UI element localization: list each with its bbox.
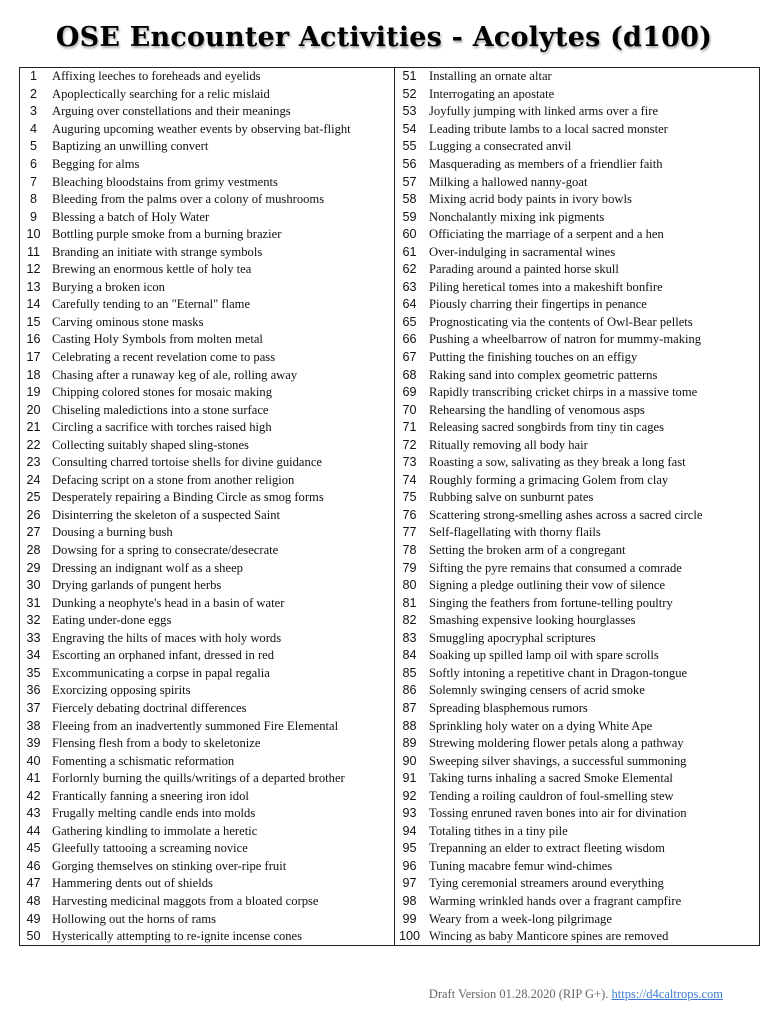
entry-number: 98 — [395, 893, 425, 911]
entry-text: Self-flagellating with thorny flails — [429, 525, 601, 540]
entry-text: Collecting suitably shaped sling-stones — [52, 437, 249, 452]
entry-number: 27 — [26, 525, 41, 540]
entry-number: 4 — [29, 121, 37, 136]
entry-text: Chasing after a runaway keg of ale, rolling away — [52, 367, 298, 382]
table-row — [20, 279, 760, 297]
entry-number: 80 — [395, 577, 425, 595]
entry-number: 8 — [29, 192, 37, 207]
entry-text: Defacing script on a stone from another religion — [52, 472, 295, 487]
entry-number: 87 — [395, 700, 425, 718]
entry-number: 64 — [395, 296, 425, 314]
entry-number: 57 — [395, 173, 425, 191]
entry-number: 60 — [395, 226, 425, 244]
entry-number: 11 — [26, 244, 41, 259]
entry-text: Warming wrinkled hands over a fragrant campfire — [429, 893, 682, 908]
table-row — [20, 419, 760, 437]
table-row — [20, 103, 760, 121]
entry-number: 36 — [26, 683, 41, 698]
table-row — [20, 875, 760, 893]
table-row — [20, 858, 760, 876]
entry-number: 75 — [395, 489, 425, 507]
entry-number: 71 — [395, 419, 425, 437]
table-row — [20, 910, 760, 928]
entry-number: 82 — [395, 612, 425, 630]
table-row — [20, 735, 760, 753]
table-row — [20, 472, 760, 490]
entry-number: 45 — [26, 841, 41, 856]
entry-text: Over-indulging in sacramental wines — [429, 244, 616, 259]
table-row — [20, 665, 760, 683]
table-row — [20, 173, 760, 191]
table-row — [20, 156, 760, 174]
entry-text: Carving ominous stone masks — [52, 314, 204, 329]
entry-text: Tossing enruned raven bones into air for divination — [429, 806, 687, 821]
entry-text: Sifting the pyre remains that consumed a comrade — [429, 560, 682, 575]
entry-text: Ritually removing all body hair — [429, 437, 588, 452]
entry-text: Piously charring their fingertips in penance — [429, 297, 647, 312]
entry-text: Exorcizing opposing spirits — [52, 683, 191, 698]
entry-number: 58 — [395, 191, 425, 209]
entry-number: 81 — [395, 594, 425, 612]
table-row — [20, 349, 760, 367]
entry-number: 20 — [26, 402, 41, 417]
entry-text: Engraving the hilts of maces with holy words — [52, 630, 282, 645]
entry-text: Interrogating an apostate — [429, 86, 555, 101]
entry-text: Leading tribute lambs to a local sacred monster — [429, 121, 668, 136]
entry-text: Dowsing for a spring to consecrate/desecrate — [52, 543, 279, 558]
table-row — [20, 700, 760, 718]
entry-text: Hysterically attempting to re-ignite incense cones — [52, 929, 303, 944]
entry-number: 59 — [395, 208, 425, 226]
entry-number: 90 — [395, 752, 425, 770]
table-row — [20, 524, 760, 542]
entry-number: 13 — [26, 279, 41, 294]
entry-number: 2 — [29, 86, 37, 101]
entry-text: Scattering strong-smelling ashes across a sacred circle — [429, 507, 703, 522]
entry-number: 73 — [395, 454, 425, 472]
entry-text: Bottling purple smoke from a burning brazier — [52, 227, 282, 242]
entry-number: 28 — [26, 543, 41, 558]
footer-link[interactable]: https://d4caltrops.com — [611, 987, 723, 1001]
entry-text: Celebrating a recent revelation come to pass — [52, 350, 276, 365]
table-row — [20, 261, 760, 279]
entry-text: Rapidly transcribing cricket chirps in a massive tome — [429, 385, 698, 400]
entry-text: Chiseling maledictions into a stone surface — [52, 402, 269, 417]
table-row — [20, 191, 760, 209]
entry-number: 18 — [26, 367, 41, 382]
table-row — [20, 226, 760, 244]
table-row — [20, 787, 760, 805]
entry-number: 10 — [26, 227, 41, 242]
entry-text: Mixing acrid body paints in ivory bowls — [429, 192, 632, 207]
entry-number: 40 — [26, 753, 41, 768]
entry-number: 48 — [26, 893, 41, 908]
entry-text: Singing the feathers from fortune-telling poultry — [429, 595, 673, 610]
entry-number: 69 — [395, 384, 425, 402]
entry-number: 35 — [26, 665, 41, 680]
entry-text: Roasting a sow, salivating as they break a long fast — [429, 455, 686, 470]
entry-text: Totaling tithes in a tiny pile — [429, 823, 568, 838]
entry-number: 79 — [395, 559, 425, 577]
entry-number: 43 — [26, 806, 41, 821]
entry-text: Soaking up spilled lamp oil with spare scrolls — [429, 648, 659, 663]
entry-text: Softly intoning a repetitive chant in Dragon-tongue — [429, 665, 688, 680]
table-row — [20, 577, 760, 595]
entry-number: 52 — [395, 86, 425, 104]
entry-text: Bleaching bloodstains from grimy vestments — [52, 174, 278, 189]
entry-text: Fiercely debating doctrinal differences — [52, 700, 247, 715]
entry-number: 92 — [395, 787, 425, 805]
entry-text: Arguing over constellations and their meanings — [52, 104, 291, 119]
entry-text: Signing a pledge outlining their vow of silence — [429, 578, 666, 593]
entry-text: Prognosticating via the contents of Owl-Bear pellets — [429, 314, 693, 329]
entry-number: 39 — [26, 736, 41, 751]
entry-text: Fomenting a schismatic reformation — [52, 753, 235, 768]
entry-text: Spreading blasphemous rumors — [429, 700, 588, 715]
entry-text: Smashing expensive looking hourglasses — [429, 613, 636, 628]
table-row — [20, 612, 760, 630]
entry-text: Putting the finishing touches on an effigy — [429, 350, 638, 365]
entry-text: Fleeing from an inadvertently summoned Fire Elemental — [52, 718, 339, 733]
table-row — [20, 682, 760, 700]
table-row — [20, 770, 760, 788]
entry-number: 66 — [395, 331, 425, 349]
entry-number: 44 — [26, 823, 41, 838]
entry-text: Officiating the marriage of a serpent and a hen — [429, 227, 664, 242]
footer-version-text: Draft Version 01.28.2020 (RIP G+). — [428, 987, 612, 1001]
entry-number: 84 — [395, 647, 425, 665]
entry-text: Hammering dents out of shields — [52, 876, 213, 891]
entry-number: 22 — [26, 437, 41, 452]
entry-number: 51 — [395, 68, 425, 86]
entry-number: 26 — [26, 507, 41, 522]
entry-text: Baptizing an unwilling convert — [52, 139, 209, 154]
entry-number: 61 — [395, 243, 425, 261]
entry-text: Casting Holy Symbols from molten metal — [52, 332, 263, 347]
entry-number: 68 — [395, 366, 425, 384]
table-row — [20, 121, 760, 139]
table-row — [20, 542, 760, 560]
entry-text: Gleefully tattooing a screaming novice — [52, 841, 248, 856]
entry-text: Frugally melting candle ends into molds — [52, 806, 256, 821]
entry-number: 63 — [395, 279, 425, 297]
entry-number: 70 — [395, 401, 425, 419]
table-row — [20, 68, 760, 86]
entry-number: 89 — [395, 735, 425, 753]
entry-number: 77 — [395, 524, 425, 542]
entry-text: Excommunicating a corpse in papal regalia — [52, 665, 270, 680]
entry-text: Gathering kindling to immolate a heretic — [52, 823, 258, 838]
table-row — [20, 401, 760, 419]
entry-number: 19 — [26, 385, 41, 400]
entry-text: Dressing an indignant wolf as a sheep — [52, 560, 243, 575]
table-row — [20, 314, 760, 332]
table-row — [20, 840, 760, 858]
entry-text: Burying a broken icon — [52, 279, 165, 294]
entry-number: 55 — [395, 138, 425, 156]
entry-number: 53 — [395, 103, 425, 121]
entry-text: Drying garlands of pungent herbs — [52, 578, 222, 593]
entry-number: 62 — [395, 261, 425, 279]
entry-text: Carefully tending to an "Eternal" flame — [52, 297, 251, 312]
entry-number: 56 — [395, 156, 425, 174]
entry-number: 47 — [26, 876, 41, 891]
entry-number: 7 — [29, 174, 37, 189]
entry-text: Releasing sacred songbirds from tiny tin cages — [429, 420, 665, 435]
entry-text: Branding an initiate with strange symbols — [52, 244, 263, 259]
entry-number: 21 — [26, 420, 41, 435]
entry-number: 29 — [26, 560, 41, 575]
entry-number: 95 — [395, 840, 425, 858]
entry-number: 50 — [26, 929, 41, 944]
entry-number: 42 — [26, 788, 41, 803]
entry-number: 99 — [395, 910, 425, 928]
entry-text: Forlornly burning the quills/writings of a departed brother — [52, 771, 345, 786]
entry-number: 3 — [29, 104, 37, 119]
entry-text: Disinterring the skeleton of a suspected Saint — [52, 507, 281, 522]
entry-number: 38 — [26, 718, 41, 733]
entry-number: 86 — [395, 682, 425, 700]
table-row — [20, 436, 760, 454]
entry-text: Taking turns inhaling a sacred Smoke Elemental — [429, 771, 673, 786]
entry-number: 41 — [26, 771, 41, 786]
entry-text: Gorging themselves on stinking over-ripe fruit — [52, 858, 287, 873]
entry-number: 74 — [395, 472, 425, 490]
entry-number: 67 — [395, 349, 425, 367]
entry-number: 54 — [395, 121, 425, 139]
entry-text: Parading around a painted horse skull — [429, 262, 619, 277]
entry-number: 76 — [395, 507, 425, 525]
entry-number: 5 — [29, 139, 37, 154]
entry-text: Escorting an orphaned infant, dressed in red — [52, 648, 275, 663]
encounter-table-body — [20, 68, 760, 946]
entry-text: Frantically fanning a sneering iron idol — [52, 788, 249, 803]
page-title: OSE Encounter Activities - Acolytes (d100) — [55, 22, 713, 53]
entry-number: 46 — [26, 858, 41, 873]
entry-number: 15 — [26, 314, 41, 329]
entry-number: 85 — [395, 665, 425, 683]
entry-text: Tuning macabre femur wind-chimes — [429, 858, 613, 873]
table-row — [20, 138, 760, 156]
entry-text: Milking a hallowed nanny-goat — [429, 174, 588, 189]
entry-text: Tying ceremonial streamers around everything — [429, 876, 664, 891]
entry-text: Rubbing salve on sunburnt pates — [429, 490, 594, 505]
entry-number: 72 — [395, 436, 425, 454]
entry-text: Wincing as baby Manticore spines are removed — [429, 929, 669, 944]
entry-number: 97 — [395, 875, 425, 893]
table-row — [20, 805, 760, 823]
entry-number: 91 — [395, 770, 425, 788]
entry-text: Consulting charred tortoise shells for divine guidance — [52, 455, 323, 470]
entry-text: Tending a roiling cauldron of foul-smelling stew — [429, 788, 674, 803]
entry-text: Setting the broken arm of a congregant — [429, 543, 626, 558]
entry-number: 34 — [26, 648, 41, 663]
table-row — [20, 630, 760, 648]
table-row — [20, 208, 760, 226]
entry-text: Solemnly swinging censers of acrid smoke — [429, 683, 645, 698]
table-row — [20, 489, 760, 507]
table-row — [20, 454, 760, 472]
table-row — [20, 296, 760, 314]
entry-number: 88 — [395, 717, 425, 735]
entry-text: Rehearsing the handling of venomous asps — [429, 402, 645, 417]
entry-text: Roughly forming a grimacing Golem from clay — [429, 472, 669, 487]
entry-text: Dousing a burning bush — [52, 525, 173, 540]
table-row — [20, 243, 760, 261]
table-row — [20, 331, 760, 349]
entry-text: Dunking a neophyte's head in a basin of water — [52, 595, 285, 610]
entry-text: Flensing flesh from a body to skeletonize — [52, 736, 261, 751]
entry-number: 49 — [26, 911, 41, 926]
entry-number: 94 — [395, 823, 425, 841]
table-row — [20, 86, 760, 104]
entry-number: 93 — [395, 805, 425, 823]
entry-text: Brewing an enormous kettle of holy tea — [52, 262, 252, 277]
entry-text: Blessing a batch of Holy Water — [52, 209, 210, 224]
entry-number: 1 — [29, 69, 37, 84]
entry-text: Apoplectically searching for a relic mislaid — [52, 86, 270, 101]
entry-text: Lugging a consecrated anvil — [429, 139, 572, 154]
table-row — [20, 366, 760, 384]
entry-text: Raking sand into complex geometric patterns — [429, 367, 658, 382]
entry-text: Installing an ornate altar — [429, 69, 552, 84]
entry-number: 83 — [395, 630, 425, 648]
entry-number: 33 — [26, 630, 41, 645]
entry-text: Sweeping silver shavings, a successful summoning — [429, 753, 687, 768]
entry-number: 14 — [26, 297, 41, 312]
entry-number: 31 — [26, 595, 41, 610]
entry-text: Harvesting medicinal maggots from a bloated corpse — [52, 893, 319, 908]
table-row — [20, 752, 760, 770]
entry-text: Circling a sacrifice with torches raised high — [52, 420, 272, 435]
entry-text: Desperately repairing a Binding Circle as smog forms — [52, 490, 324, 505]
entry-number: 100 — [395, 928, 425, 946]
entry-text: Sprinkling holy water on a dying White Ape — [429, 718, 653, 733]
entry-text: Masquerading as members of a friendlier faith — [429, 157, 663, 171]
entry-number: 9 — [29, 209, 37, 224]
entry-text: Hollowing out the horns of rams — [52, 911, 217, 926]
table-row — [20, 928, 760, 946]
table-row — [20, 594, 760, 612]
entry-text: Auguring upcoming weather events by observing bat-flight — [52, 121, 351, 136]
entry-text: Weary from a week-long pilgrimage — [429, 911, 612, 926]
footer — [429, 987, 723, 1002]
table-row — [20, 717, 760, 735]
entry-number: 12 — [26, 262, 41, 277]
entry-text: Piling heretical tomes into a makeshift bonfire — [429, 279, 663, 294]
entry-text: Nonchalantly mixing ink pigments — [429, 209, 605, 224]
entry-number: 16 — [26, 332, 41, 347]
entry-number: 37 — [26, 700, 41, 715]
entry-number: 65 — [395, 314, 425, 332]
entry-number: 30 — [26, 578, 41, 593]
entry-text: Pushing a wheelbarrow of natron for mummy-making — [429, 332, 702, 347]
entry-text: Smuggling apocryphal scriptures — [429, 630, 596, 645]
entry-number: 96 — [395, 858, 425, 876]
encounter-table — [19, 67, 760, 946]
entry-text: Joyfully jumping with linked arms over a fire — [429, 104, 659, 119]
entry-text: Bleeding from the palms over a colony of mushrooms — [52, 192, 325, 207]
entry-text: Strewing moldering flower petals along a pathway — [429, 736, 684, 751]
entry-number: 24 — [26, 472, 41, 487]
table-row — [20, 559, 760, 577]
entry-text: Eating under-done eggs — [52, 613, 172, 628]
entry-text: Begging for alms — [52, 157, 140, 171]
entry-number: 17 — [26, 350, 41, 365]
table-row — [20, 647, 760, 665]
table-row — [20, 823, 760, 841]
table-row — [20, 384, 760, 402]
entry-text: Chipping colored stones for mosaic making — [52, 385, 273, 400]
entry-number: 6 — [29, 157, 37, 171]
entry-text: Affixing leeches to foreheads and eyelids — [52, 69, 261, 84]
entry-number: 32 — [26, 613, 41, 628]
table-row — [20, 507, 760, 525]
entry-number: 78 — [395, 542, 425, 560]
entry-number: 25 — [26, 490, 41, 505]
table-row — [20, 893, 760, 911]
entry-text: Trepanning an elder to extract fleeting wisdom — [429, 841, 665, 856]
entry-number: 23 — [26, 455, 41, 470]
